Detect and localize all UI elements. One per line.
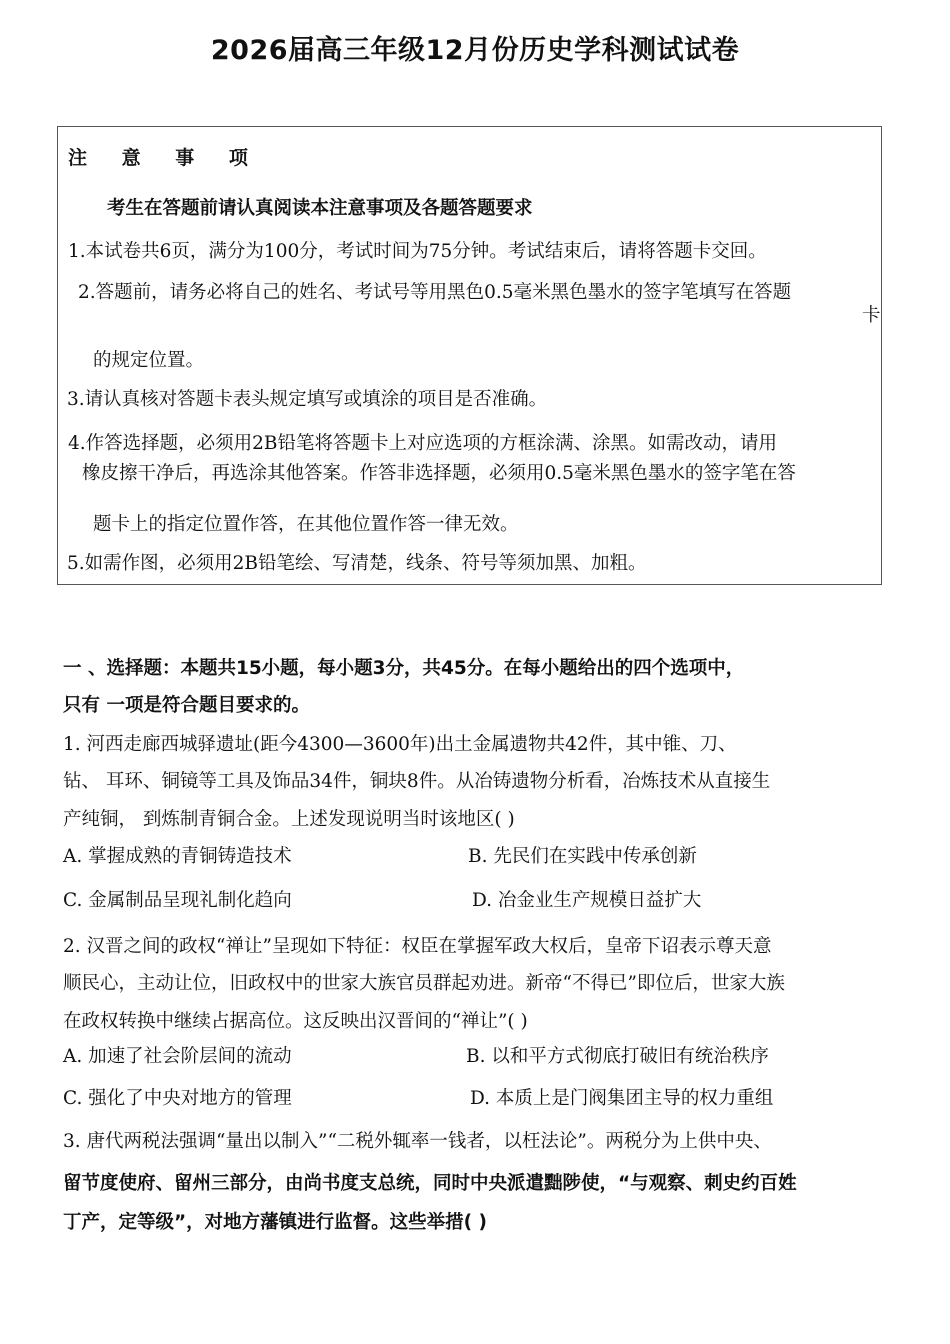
option-a[interactable]: A. 掌握成熟的青铜铸造技术 <box>63 846 292 867</box>
option-c[interactable]: C. 金属制品呈现礼制化趋向 <box>63 890 292 911</box>
notice-item: 2.答题前，请务必将自己的姓名、考试号等用黑色0.5毫米黑色墨水的签字笔填写在答题 <box>78 282 792 303</box>
notice-item: 橡皮擦干净后，再选涂其他答案。作答非选择题，必须用0.5毫米黑色墨水的签字笔在答 <box>82 463 796 484</box>
question-text: 顺民心，主动让位，旧政权中的世家大族官员群起劝进。新帝“不得已”即位后，世家大族 <box>63 973 785 994</box>
option-b[interactable]: B. 先民们在实践中传承创新 <box>468 846 697 867</box>
notice-item: 5.如需作图，必须用2B铅笔绘、写清楚，线条、符号等须加黑、加粗。 <box>67 553 647 574</box>
question-text: 1. 河西走廊西城驿遗址(距今4300—3600年)出土金属遗物共42件，其中锥、刀、 <box>63 734 737 755</box>
question-text: 丁产，定等级”，对地方藩镇进行监督。这些举措( ) <box>63 1212 488 1233</box>
notice-instruction: 考生在答题前请认真阅读本注意事项及各题答题要求 <box>107 198 533 219</box>
notice-item: 4.作答选择题，必须用2B铅笔将答题卡上对应选项的方框涂满、涂黑。如需改动，请用 <box>68 433 778 454</box>
question-text: 在政权转换中继续占据高位。这反映出汉晋间的“禅让”( ) <box>63 1011 528 1032</box>
notice-item: 题卡上的指定位置作答，在其他位置作答一律无效。 <box>93 514 519 535</box>
exam-title: 2026届高三年级12月份历史学科测试试卷 <box>210 35 740 66</box>
option-d[interactable]: D. 本质上是门阀集团主导的权力重组 <box>470 1088 774 1109</box>
option-a[interactable]: A. 加速了社会阶层间的流动 <box>63 1046 292 1067</box>
option-c[interactable]: C. 强化了中央对地方的管理 <box>63 1088 292 1109</box>
question-text: 3. 唐代两税法强调“量出以制入”“二税外辄率一钱者，以枉法论”。两税分为上供中央、 <box>63 1131 772 1152</box>
notice-item: 1.本试卷共6页，满分为100分，考试时间为75分钟。考试结束后，请将答题卡交回。 <box>68 241 767 262</box>
notice-heading: 注 意 事 项 <box>68 147 262 169</box>
question-text: 产纯铜， 到炼制青铜合金。上述发现说明当时该地区( ) <box>63 809 515 830</box>
notice-item: 3.请认真核对答题卡表头规定填写或填涂的项目是否准确。 <box>67 389 548 410</box>
section-heading: 只有 一项是符合题目要求的。 <box>63 695 310 716</box>
question-text: 钻、 耳环、铜镜等工具及饰品34件，铜块8件。从冶铸遗物分析看，冶炼技术从直接生 <box>63 771 771 792</box>
notice-item: 的规定位置。 <box>93 350 205 371</box>
option-d[interactable]: D. 冶金业生产规模日益扩大 <box>472 890 702 911</box>
notice-item-wrap: 卡 <box>862 305 881 326</box>
option-b[interactable]: B. 以和平方式彻底打破旧有统治秩序 <box>466 1046 769 1067</box>
question-text: 留节度使府、留州三部分，由尚书度支总统，同时中央派遣黜陟使，“与观察、刺史约百姓 <box>63 1173 797 1194</box>
section-heading: 一 、选择题：本题共15小题，每小题3分，共45分。在每小题给出的四个选项中， <box>63 658 745 679</box>
question-text: 2. 汉晋之间的政权“禅让”呈现如下特征：权臣在掌握军政大权后，皇帝下诏表示尊天意 <box>63 936 772 957</box>
